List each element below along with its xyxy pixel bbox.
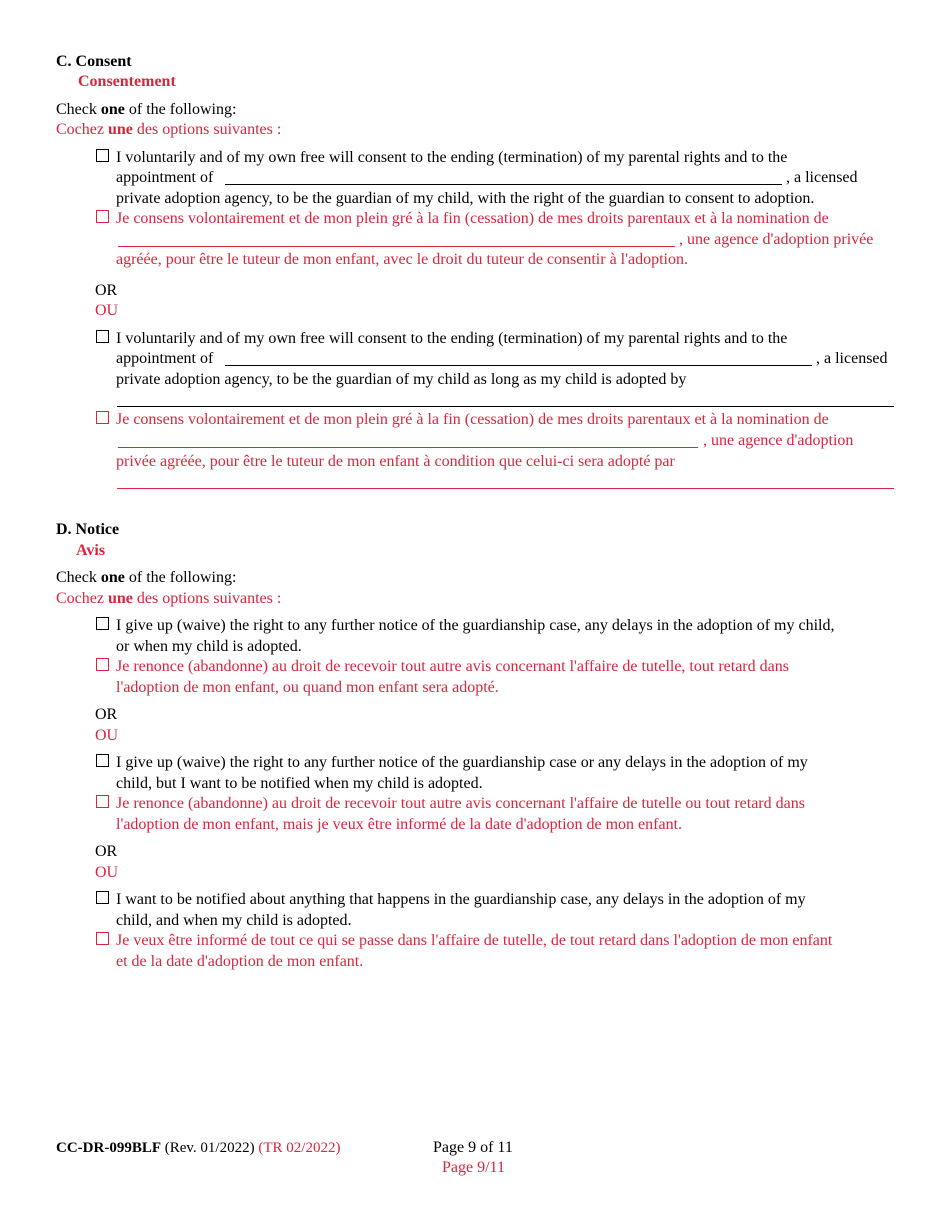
check-one-instruction-fr: Cochez une des options suivantes : <box>56 590 282 607</box>
section-c-title-fr: Consentement <box>78 73 176 90</box>
or-separator-fr: OU <box>95 864 119 881</box>
consent-option-1-text-fr: Je consens volontairement et de mon plein gré à la fin (cessation) de mes droits parentaux et à la nomination de <box>116 210 829 227</box>
consent-option-1-text-fr: , une agence d'adoption privée <box>679 231 874 248</box>
or-separator: OR <box>95 843 118 860</box>
section-c-title: C. Consent <box>56 53 132 70</box>
consent-option-2-text: private adoption agency, to be the guardian of my child as long as my child is adopted by <box>116 371 687 388</box>
notice-option-1-checkbox-fr[interactable] <box>96 658 109 671</box>
consent-option-2-text-fr: privée agréée, pour être le tuteur de mon enfant à condition que celui-ci sera adopté par <box>116 453 675 470</box>
notice-option-1-text: I give up (waive) the right to any further notice of the guardianship case, any delays in the adoption of my child, <box>116 617 835 634</box>
adoptive-parent-field-fr[interactable] <box>117 488 894 489</box>
notice-option-3-checkbox-fr[interactable] <box>96 932 109 945</box>
notice-option-2-text-fr: Je renonce (abandonne) au droit de recevoir tout autre avis concernant l'affaire de tutelle ou tout retard dans <box>116 795 805 812</box>
consent-option-2-text: , a licensed <box>816 350 888 367</box>
or-separator-fr: OU <box>95 727 119 744</box>
check-one-instruction: Check one of the following: <box>56 569 237 586</box>
consent-option-2-text: appointment of <box>116 350 214 367</box>
notice-option-2-text: child, but I want to be notified when my child is adopted. <box>116 775 483 792</box>
notice-option-1-text-fr: Je renonce (abandonne) au droit de recevoir tout autre avis concernant l'affaire de tutelle, tout retard dans <box>116 658 789 675</box>
notice-option-1-text: or when my child is adopted. <box>116 638 302 655</box>
consent-option-2-checkbox[interactable] <box>96 330 109 343</box>
notice-option-3-text-fr: Je veux être informé de tout ce qui se passe dans l'affaire de tutelle, de tout retard dans l'adoption de mon enfant <box>116 932 833 949</box>
consent-option-2-text-fr: Je consens volontairement et de mon plein gré à la fin (cessation) de mes droits parentaux et à la nomination de <box>116 411 829 428</box>
form-footer-id: CC-DR-099BLF (Rev. 01/2022) (TR 02/2022) <box>56 1140 341 1156</box>
notice-option-2-text: I give up (waive) the right to any further notice of the guardianship case or any delays in the adoption of my <box>116 754 808 771</box>
consent-option-2-text-fr: , une agence d'adoption <box>703 432 854 449</box>
notice-option-1-text-fr: l'adoption de mon enfant, ou quand mon enfant sera adopté. <box>116 679 499 696</box>
notice-option-2-text-fr: l'adoption de mon enfant, mais je veux être informé de la date d'adoption de mon enfant. <box>116 816 683 833</box>
notice-option-3-text: I want to be notified about anything that happens in the guardianship case, any delays in the adoption of my <box>116 891 806 908</box>
consent-option-1-text: , a licensed <box>786 169 858 186</box>
page-number-fr: Page 9/11 <box>442 1159 505 1176</box>
consent-option-1-text: I voluntarily and of my own free will consent to the ending (termination) of my parental rights and to the <box>116 149 788 166</box>
section-d-title: D. Notice <box>56 521 120 538</box>
agency-name-field-fr[interactable] <box>118 447 698 448</box>
consent-option-2-checkbox-fr[interactable] <box>96 411 109 424</box>
notice-option-1-checkbox[interactable] <box>96 617 109 630</box>
adoptive-parent-field[interactable] <box>117 406 894 407</box>
consent-option-1-checkbox[interactable] <box>96 149 109 162</box>
section-d-title-fr: Avis <box>76 542 106 559</box>
consent-option-1-checkbox-fr[interactable] <box>96 210 109 223</box>
notice-option-3-text: child, and when my child is adopted. <box>116 912 352 929</box>
consent-option-2-text: I voluntarily and of my own free will consent to the ending (termination) of my parental rights and to the <box>116 330 788 347</box>
notice-option-2-checkbox[interactable] <box>96 754 109 767</box>
notice-option-2-checkbox-fr[interactable] <box>96 795 109 808</box>
agency-name-field[interactable] <box>225 184 782 185</box>
consent-option-1-text: private adoption agency, to be the guardian of my child, with the right of the guardian to consent to adoption. <box>116 190 815 207</box>
or-separator-fr: OU <box>95 302 119 319</box>
agency-name-field[interactable] <box>225 365 812 366</box>
page-number: Page 9 of 11 <box>433 1139 513 1156</box>
or-separator: OR <box>95 706 118 723</box>
or-separator: OR <box>95 282 118 299</box>
notice-option-3-checkbox[interactable] <box>96 891 109 904</box>
notice-option-3-text-fr: et de la date d'adoption de mon enfant. <box>116 953 364 970</box>
agency-name-field-fr[interactable] <box>118 246 675 247</box>
check-one-instruction-fr: Cochez une des options suivantes : <box>56 121 282 138</box>
consent-option-1-text: appointment of <box>116 169 214 186</box>
check-one-instruction: Check one of the following: <box>56 101 237 118</box>
consent-option-1-text-fr: agréée, pour être le tuteur de mon enfant, avec le droit du tuteur de consentir à l'adoption. <box>116 251 688 268</box>
